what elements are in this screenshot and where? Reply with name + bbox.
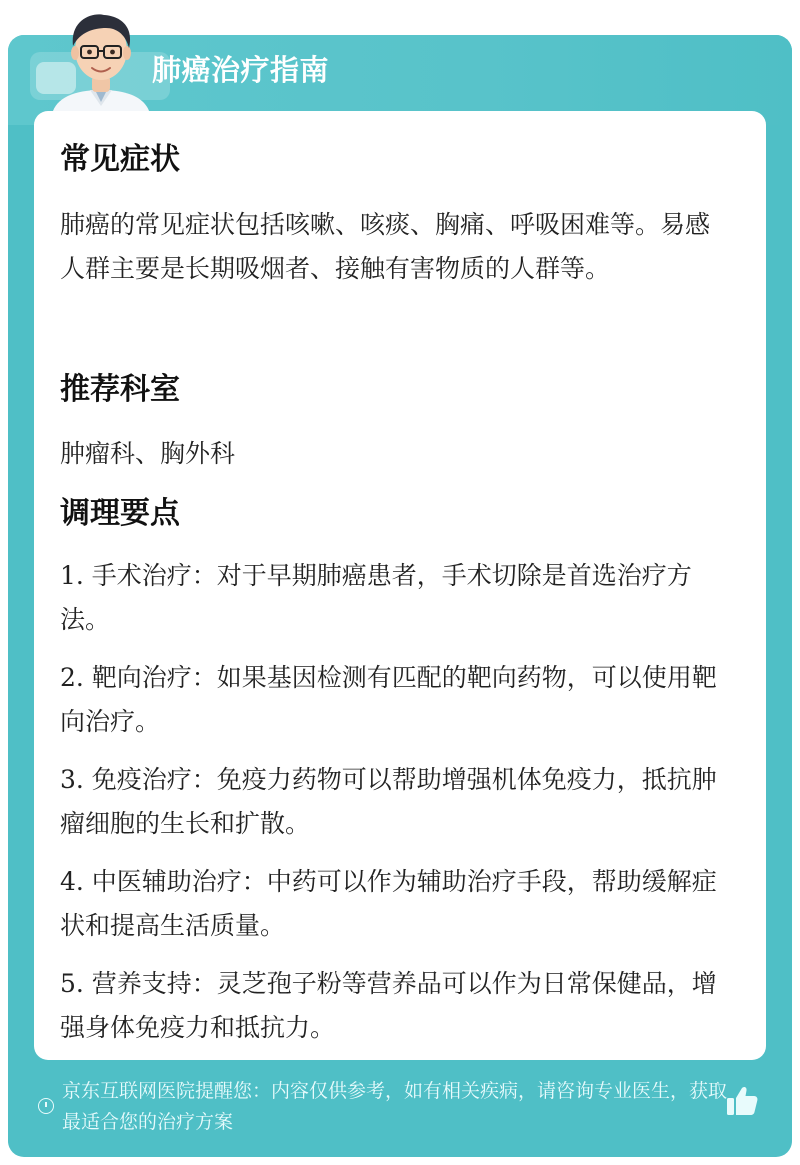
care-list (60, 554, 730, 1064)
list-item (60, 758, 730, 846)
item-number: 2. (60, 663, 84, 692)
item-text: 靶向治疗：如果基因检测有匹配的靶向药物，可以使用靶向治疗。 (60, 663, 717, 736)
department-text: 肿瘤科、胸外科 (60, 439, 236, 468)
page-title: 肺癌治疗指南 (152, 53, 330, 87)
section-title-care: 调理要点 (60, 496, 180, 531)
item-number: 5. (60, 969, 84, 998)
info-icon (38, 1098, 54, 1114)
content-card (34, 111, 766, 1060)
section-title-symptoms: 常见症状 (60, 142, 180, 177)
disclaimer-text: 京东互联网医院提醒您：内容仅供参考，如有相关疾病，请咨询专业医生，获取最适合您的治疗方案 (62, 1080, 728, 1133)
thumbs-up-icon[interactable] (724, 1083, 760, 1119)
list-item (60, 962, 730, 1050)
section-title-department: 推荐科室 (60, 372, 180, 407)
item-text: 手术治疗：对于早期肺癌患者，手术切除是首选治疗方法。 (60, 561, 692, 634)
doctor-avatar (46, 6, 156, 114)
symptoms-text: 肺癌的常见症状包括咳嗽、咳痰、胸痛、呼吸困难等。易感人群主要是长期吸烟者、接触有害物质的人群等。 (60, 210, 711, 283)
item-number: 1. (60, 561, 84, 590)
item-text: 免疫治疗：免疫力药物可以帮助增强机体免疫力，抵抗肿瘤细胞的生长和扩散。 (60, 765, 717, 838)
item-number: 4. (60, 867, 84, 896)
item-number: 3. (60, 765, 84, 794)
item-text: 营养支持：灵芝孢子粉等营养品可以作为日常保健品，增强身体免疫力和抵抗力。 (60, 969, 717, 1042)
list-item (60, 554, 730, 642)
item-text: 中医辅助治疗：中药可以作为辅助治疗手段，帮助缓解症状和提高生活质量。 (60, 867, 717, 940)
list-item (60, 860, 730, 948)
list-item (60, 656, 730, 744)
